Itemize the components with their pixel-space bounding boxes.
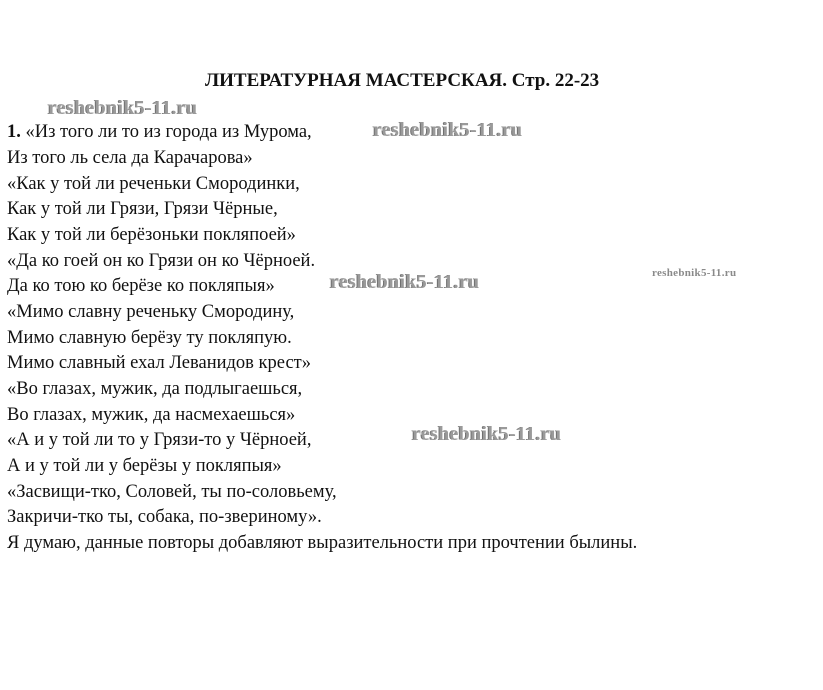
- text-line-6: «Да ко гоей он ко Грязи он ко Чёрноей.: [7, 251, 316, 271]
- watermark-5: reshebnik5-11.ru: [412, 423, 562, 445]
- text-line-3: «Как у той ли реченьки Смородинки,: [7, 174, 300, 194]
- text-line-12: Во глазах, мужик, да насмехаешься»: [7, 405, 296, 425]
- text-line-14: А и у той ли у берёзы у покляпыя»: [7, 456, 282, 476]
- text-line-11: «Во глазах, мужик, да подлыгаешься,: [7, 379, 303, 399]
- text-line-10: Мимо славный ехал Леванидов крест»: [7, 353, 311, 373]
- watermark-4: reshebnik5-11.ru: [652, 267, 737, 279]
- text-line-1: 1. «Из того ли то из города из Мурома,: [7, 122, 312, 142]
- page-title: ЛИТЕРАТУРНАЯ МАСТЕРСКАЯ. Стр. 22-23: [205, 70, 600, 91]
- text-line-17: Я думаю, данные повторы добавляют выразительности при прочтении былины.: [7, 533, 638, 553]
- watermark-2: reshebnik5-11.ru: [373, 119, 523, 141]
- text-line-13: «А и у той ли то у Грязи-то у Чёрноей,: [7, 430, 312, 450]
- watermark-3: reshebnik5-11.ru: [330, 271, 480, 293]
- text-line-5: Как у той ли берёзоньки покляпоей»: [7, 225, 296, 245]
- text-line-15: «Засвищи-тко, Соловей, ты по-соловьему,: [7, 482, 337, 502]
- scan-smudge: [330, 290, 660, 370]
- text-line-9: Мимо славную берёзу ту покляпую.: [7, 328, 292, 348]
- watermark-1: reshebnik5-11.ru: [48, 97, 198, 119]
- item-number: 1.: [7, 122, 21, 142]
- text-line-7: Да ко тою ко берёзе ко покляпыя»: [7, 276, 275, 296]
- text-line-16: Закричи-тко ты, собака, по-звериному».: [7, 507, 322, 527]
- text-line-8: «Мимо славну реченьку Смородину,: [7, 302, 295, 322]
- text-line-4: Как у той ли Грязи, Грязи Чёрные,: [7, 199, 278, 219]
- text-line-2: Из того ль села да Карачарова»: [7, 148, 253, 168]
